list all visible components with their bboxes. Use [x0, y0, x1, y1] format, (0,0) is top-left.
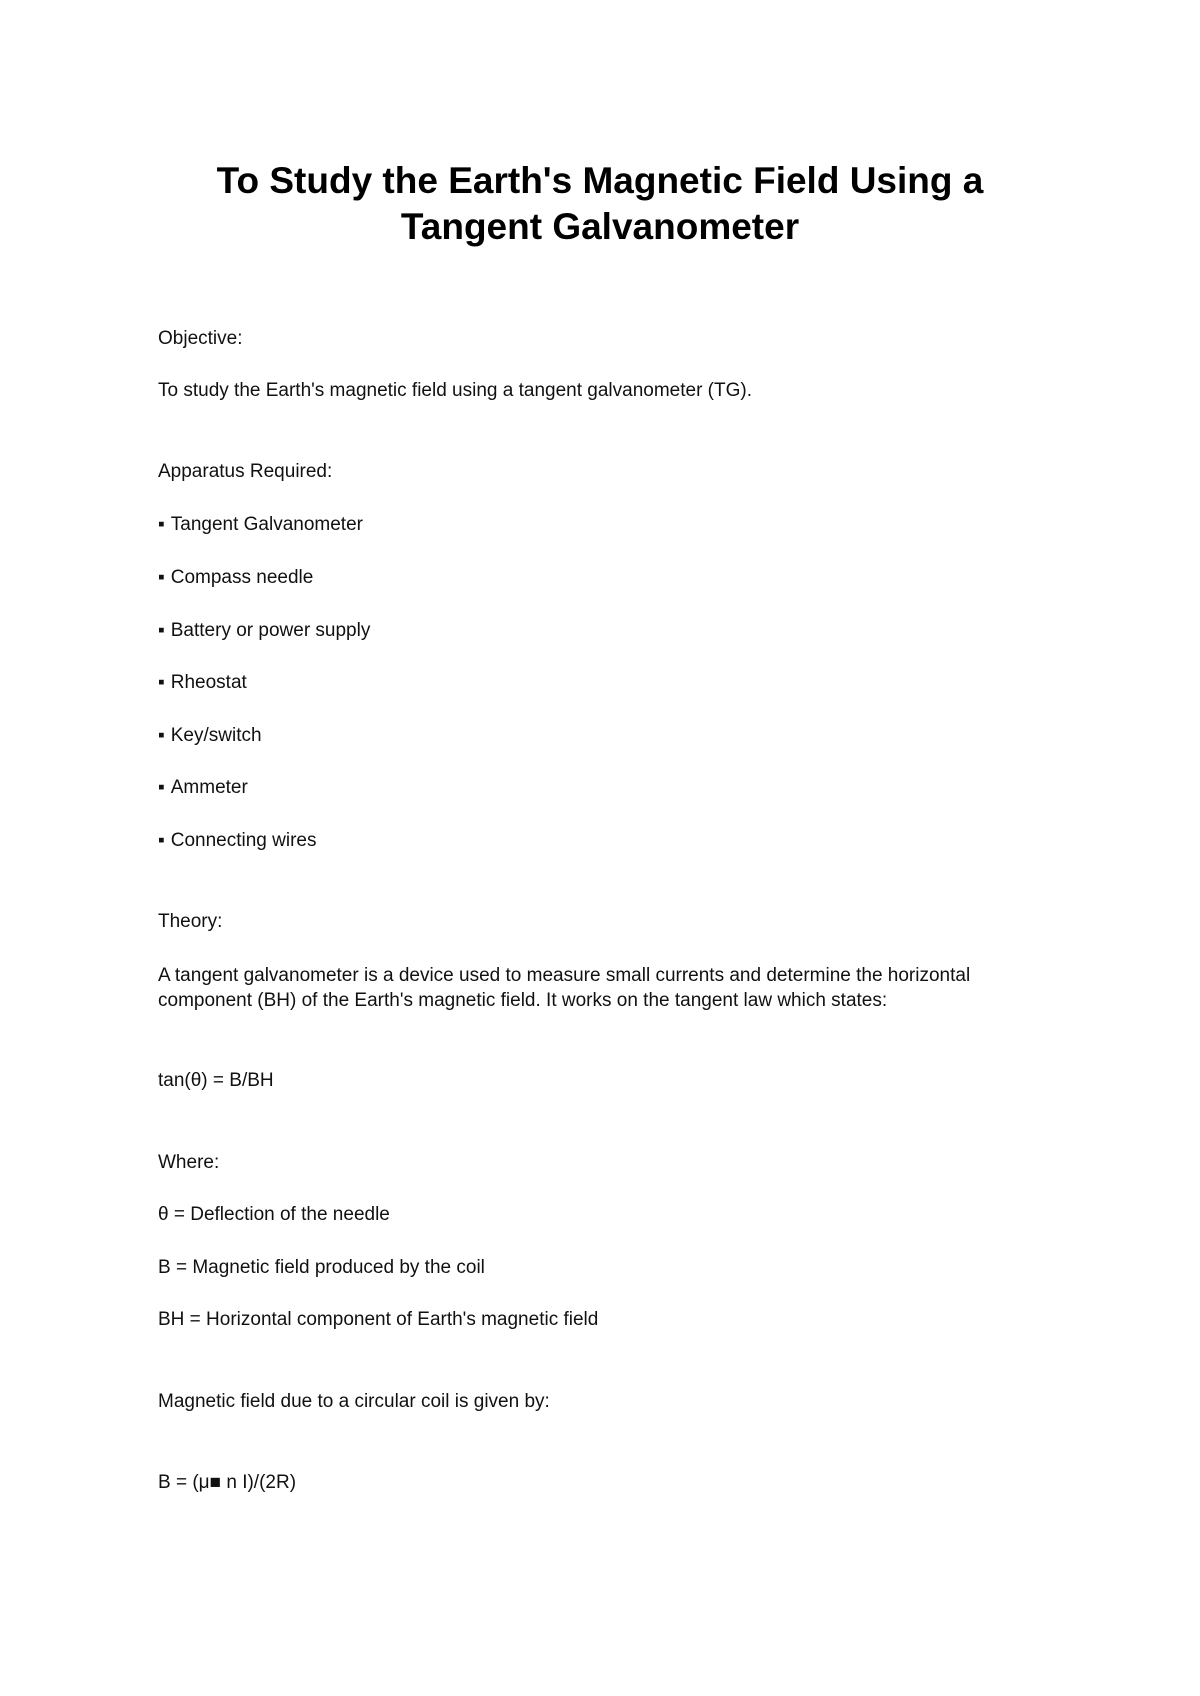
apparatus-item-label: Connecting wires — [170, 830, 317, 851]
bullet-icon: ▪ — [158, 777, 165, 798]
apparatus-item-label: Tangent Galvanometer — [170, 514, 363, 535]
bullet-icon: ▪ — [158, 514, 165, 535]
apparatus-item-label: Battery or power supply — [170, 620, 371, 641]
coil-intro: Magnetic field due to a circular coil is given by: — [158, 1391, 550, 1412]
objective-heading: Objective: — [158, 328, 243, 349]
bullet-icon: ▪ — [158, 567, 165, 588]
bullet-icon: ▪ — [158, 672, 165, 693]
definition-item: BH = Horizontal component of Earth's magnetic field — [158, 1309, 599, 1330]
where-label: Where: — [158, 1152, 220, 1173]
apparatus-item-label: Ammeter — [170, 777, 248, 798]
apparatus-item — [158, 828, 317, 853]
apparatus-item — [158, 512, 363, 537]
apparatus-item — [158, 565, 313, 590]
definition-item: θ = Deflection of the needle — [158, 1204, 390, 1225]
document-title — [160, 158, 1040, 250]
apparatus-item-label: Compass needle — [170, 567, 314, 588]
apparatus-item — [158, 618, 370, 643]
coil-formula: B = (μ■ n I)/(2R) — [158, 1472, 297, 1493]
definition-item: B = Magnetic field produced by the coil — [158, 1257, 485, 1278]
objective-text: To study the Earth's magnetic field using a tangent galvanometer (TG). — [158, 380, 752, 401]
apparatus-item-label: Key/switch — [170, 725, 262, 746]
theory-paragraph-line-1: A tangent galvanometer is a device used to measure small currents and determine the horizontal — [158, 965, 971, 986]
bullet-icon: ▪ — [158, 620, 165, 641]
theory-paragraph-line-2: component (BH) of the Earth's magnetic field. It works on the tangent law which states: — [158, 990, 888, 1011]
apparatus-item-label: Rheostat — [170, 672, 247, 693]
apparatus-heading: Apparatus Required: — [158, 461, 333, 482]
title-line-1: To Study the Earth's Magnetic Field Using a — [216, 160, 984, 201]
title-line-2: Tangent Galvanometer — [400, 206, 800, 247]
theory-heading: Theory: — [158, 911, 223, 932]
apparatus-item — [158, 670, 247, 695]
bullet-icon: ▪ — [158, 830, 165, 851]
bullet-icon: ▪ — [158, 725, 165, 746]
tangent-law-formula: tan(θ) = B/BH — [158, 1070, 274, 1091]
apparatus-item — [158, 723, 262, 748]
apparatus-item — [158, 775, 248, 800]
